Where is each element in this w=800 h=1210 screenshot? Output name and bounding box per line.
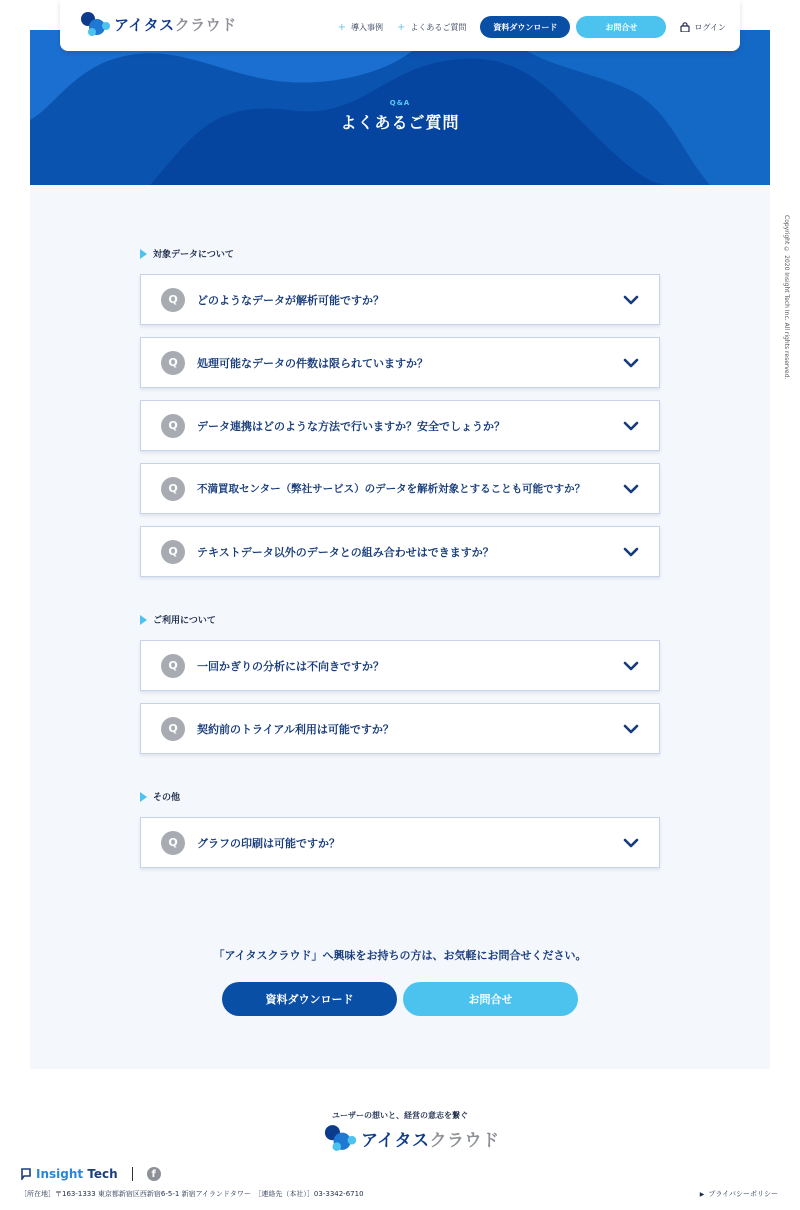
arrow-right-icon: ▶ <box>699 1190 705 1198</box>
chevron-down-icon <box>621 656 641 676</box>
site-header <box>60 0 740 51</box>
cta-contact-button[interactable]: お問合せ <box>403 982 578 1016</box>
q-badge: Q <box>161 477 185 501</box>
q-badge: Q <box>161 540 185 564</box>
chevron-down-icon <box>621 416 641 436</box>
chevron-down-icon <box>621 719 641 739</box>
faq-item[interactable] <box>140 463 660 514</box>
copyright-text: Copyright © 2020 Insight Tech Inc. All rights reserved. <box>783 215 790 380</box>
facebook-icon[interactable]: f <box>147 1167 161 1181</box>
nav-link-case-studies[interactable]: + 導入事例 <box>337 21 383 33</box>
header-download-button[interactable]: 資料ダウンロード <box>480 16 570 38</box>
section-title-data: 対象データについて <box>140 247 234 260</box>
logo-mark-icon <box>323 1124 357 1152</box>
header-nav <box>338 16 726 38</box>
faq-item[interactable] <box>140 703 660 754</box>
header-contact-button[interactable]: お問合せ <box>576 16 666 38</box>
faq-item[interactable] <box>140 817 660 868</box>
footer-logo[interactable] <box>323 1124 499 1152</box>
faq-item[interactable] <box>140 400 660 451</box>
logo-text: アイタスクラウド <box>114 15 237 34</box>
plus-icon: + <box>337 21 346 33</box>
q-badge: Q <box>161 831 185 855</box>
chevron-down-icon <box>621 290 641 310</box>
privacy-policy-link[interactable]: ▶ プライバシーポリシー <box>699 1190 778 1198</box>
q-badge: Q <box>161 414 185 438</box>
chevron-down-icon <box>621 479 641 499</box>
section-title-usage: ご利用について <box>140 613 216 626</box>
logo-mark-icon <box>80 11 110 37</box>
header-logo[interactable] <box>80 11 237 37</box>
footer-brand <box>20 1167 161 1181</box>
triangle-bullet-icon <box>140 792 147 802</box>
chevron-down-icon <box>621 542 641 562</box>
faq-question: テキストデータ以外のデータとの組み合わせはできますか？ <box>197 545 494 559</box>
q-badge: Q <box>161 717 185 741</box>
hero-background-shapes <box>30 30 770 185</box>
lock-icon <box>680 22 690 32</box>
nav-link-faq[interactable]: + よくあるご質問 <box>397 21 467 33</box>
q-badge: Q <box>161 288 185 312</box>
chevron-down-icon <box>621 833 641 853</box>
hero-banner <box>30 30 770 185</box>
q-badge: Q <box>161 351 185 375</box>
faq-question: データ連携はどのような方法で行いますか？安全でしょうか？ <box>197 419 505 433</box>
faq-question: 一回かぎりの分析には不向きですか？ <box>197 659 384 673</box>
logo-text: アイタスクラウド <box>361 1130 500 1151</box>
faq-item[interactable] <box>140 640 660 691</box>
page-title: よくあるご質問 <box>340 113 460 132</box>
faq-question: 不満買取センター（弊社サービス）のデータを解析対象とすることも可能ですか？ <box>197 483 586 495</box>
faq-question: グラフの印刷は可能ですか？ <box>197 836 340 850</box>
faq-item[interactable] <box>140 337 660 388</box>
faq-question: どのようなデータが解析可能ですか？ <box>197 293 384 307</box>
chevron-down-icon <box>621 353 641 373</box>
hero-subtitle: Q&A <box>389 99 411 107</box>
footer-address: ［所在地］〒163-1333 東京都新宿区西新宿6-5-1 新宿アイランドタワー ［連絡先（本社）］03-3342-6710 <box>20 1190 364 1198</box>
plus-icon: + <box>397 21 406 33</box>
section-title-other: その他 <box>140 790 180 803</box>
triangle-bullet-icon <box>140 615 147 625</box>
insight-tech-logo-icon <box>20 1168 32 1180</box>
faq-question: 契約前のトライアル利用は可能ですか？ <box>197 722 394 736</box>
faq-question: 処理可能なデータの件数は限られていますか？ <box>197 356 428 370</box>
faq-item[interactable] <box>140 526 660 577</box>
insight-tech-logo[interactable]: Insight Tech <box>36 1167 118 1181</box>
q-badge: Q <box>161 654 185 678</box>
footer-tagline: ユーザーの想いと、経営の意志を繋ぐ <box>332 1111 468 1120</box>
faq-item[interactable] <box>140 274 660 325</box>
triangle-bullet-icon <box>140 249 147 259</box>
footer-divider <box>132 1167 133 1181</box>
cta-download-button[interactable]: 資料ダウンロード <box>222 982 397 1016</box>
faq-content <box>30 185 770 1069</box>
login-link[interactable]: ログイン <box>680 22 726 33</box>
cta-message: 「アイタスクラウド」へ興味をお持ちの方は、お気軽にお問合せください。 <box>213 949 587 962</box>
